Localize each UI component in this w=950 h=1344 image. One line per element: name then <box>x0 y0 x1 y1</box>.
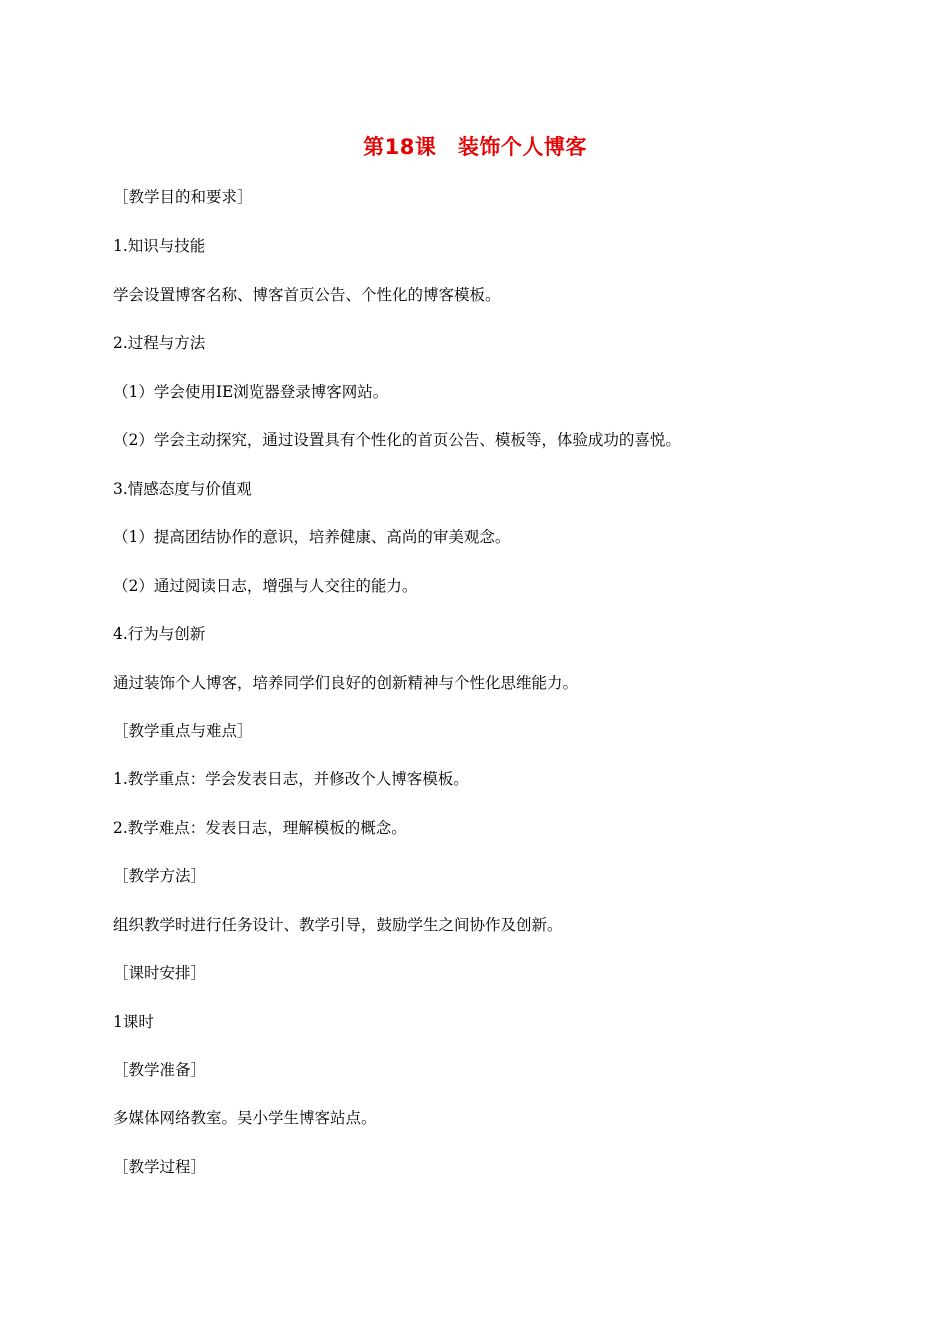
paragraph: 通过装饰个人博客，培养同学们良好的创新精神与个性化思维能力。 <box>113 674 579 692</box>
list-item: 1.教学重点：学会发表日志，并修改个人博客模板。 <box>113 770 469 788</box>
paragraph: 多媒体网络教室。吴小学生博客站点。 <box>113 1109 377 1127</box>
subheading-process-method: 2.过程与方法 <box>113 334 206 352</box>
list-item: 2.教学难点：发表日志，理解模板的概念。 <box>113 819 407 837</box>
section-heading-preparation: ［教学准备］ <box>113 1061 207 1079</box>
subheading-attitude-values: 3.情感态度与价值观 <box>113 480 252 498</box>
list-item: （2）通过阅读日志，增强与人交往的能力。 <box>113 577 418 595</box>
subheading-behavior-innovation: 4.行为与创新 <box>113 625 206 643</box>
section-heading-key-points: ［教学重点与难点］ <box>113 722 253 740</box>
paragraph: 学会设置博客名称、博客首页公告、个性化的博客模板。 <box>113 286 501 304</box>
list-item: （1）学会使用IE浏览器登录博客网站。 <box>113 383 389 401</box>
document-title: 第18课 装饰个人博客 <box>363 135 587 159</box>
subheading-knowledge-skills: 1.知识与技能 <box>113 237 206 255</box>
list-item: （1）提高团结协作的意识，培养健康、高尚的审美观念。 <box>113 528 511 546</box>
paragraph: 1课时 <box>113 1013 154 1031</box>
list-item: （2）学会主动探究，通过设置具有个性化的首页公告、模板等，体验成功的喜悦。 <box>113 431 681 449</box>
section-heading-process: ［教学过程］ <box>113 1158 207 1176</box>
section-heading-objectives: ［教学目的和要求］ <box>113 188 253 206</box>
paragraph: 组织教学时进行任务设计、教学引导，鼓励学生之间协作及创新。 <box>113 916 563 934</box>
section-heading-schedule: ［课时安排］ <box>113 964 207 982</box>
section-heading-methods: ［教学方法］ <box>113 867 207 885</box>
